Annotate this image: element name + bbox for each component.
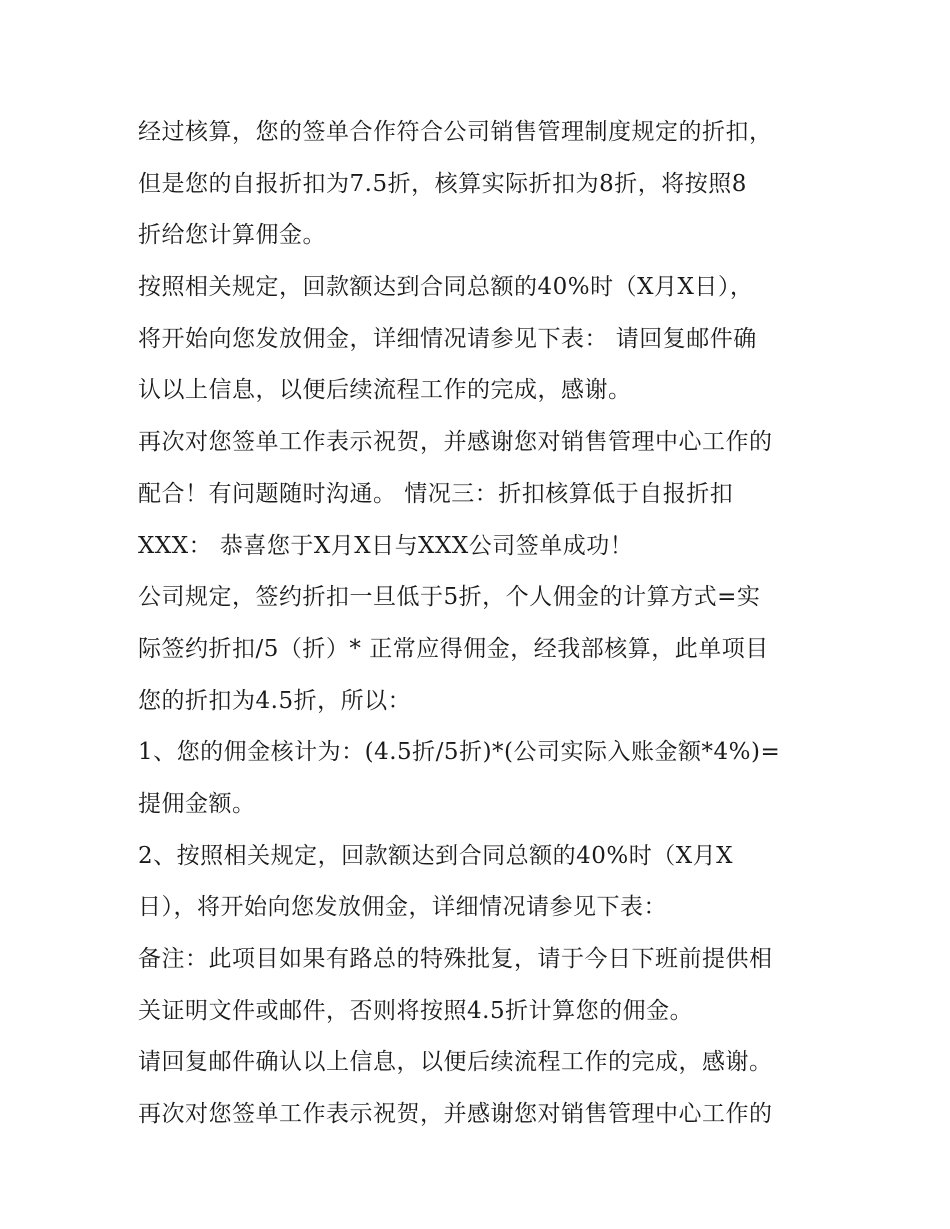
text-line: 配合！有问题随时沟通。 情况三：折扣核算低于自报折扣: [138, 480, 734, 507]
text-line: 将开始向您发放佣金，详细情况请参见下表： 请回复邮件确: [138, 325, 757, 352]
text-line: 2、按照相关规定，回款额达到合同总额的40%时（X月X: [138, 842, 734, 869]
text-line: 您的折扣为4.5折，所以：: [138, 687, 412, 714]
text-line: 折给您计算佣金。: [138, 222, 326, 249]
text-line: 再次对您签单工作表示祝贺，并感谢您对销售管理中心工作的: [138, 1101, 773, 1128]
text-line: 认以上信息，以便后续流程工作的完成，感谢。: [138, 377, 632, 404]
text-line: 但是您的自报折扣为7.5折，核算实际折扣为8折，将按照8: [138, 170, 747, 197]
text-line: 再次对您签单工作表示祝贺，并感谢您对销售管理中心工作的: [138, 429, 773, 456]
text-line: 关证明文件或邮件，否则将按照4.5折计算您的佣金。: [138, 997, 694, 1024]
text-line: 备注：此项目如果有路总的特殊批复，请于今日下班前提供相: [138, 946, 773, 972]
text-line: 提佣金额。: [138, 790, 256, 817]
text-line: XXX： 恭喜您于X月X日与XXX公司签单成功！: [138, 532, 634, 559]
text-line: 公司规定，签约折扣一旦低于5折，个人佣金的计算方式=实: [138, 584, 761, 611]
document-body: [138, 107, 838, 1141]
text-line: 1、您的佣金核计为：(4.5折/5折)*(公司实际入账金额*4%)=: [138, 739, 781, 766]
text-line: 经过核算，您的签单合作符合公司销售管理制度规定的折扣，: [138, 119, 773, 145]
text-line: 请回复邮件确认以上信息，以便后续流程工作的完成，感谢。: [138, 1049, 773, 1076]
text-line: 按照相关规定，回款额达到合同总额的40%时（X月X日），: [138, 274, 754, 301]
text-line: 日），将开始向您发放佣金，详细情况请参见下表：: [138, 894, 667, 921]
text-line: 际签约折扣/5（折）* 正常应得佣金，经我部核算，此单项目: [138, 635, 769, 662]
